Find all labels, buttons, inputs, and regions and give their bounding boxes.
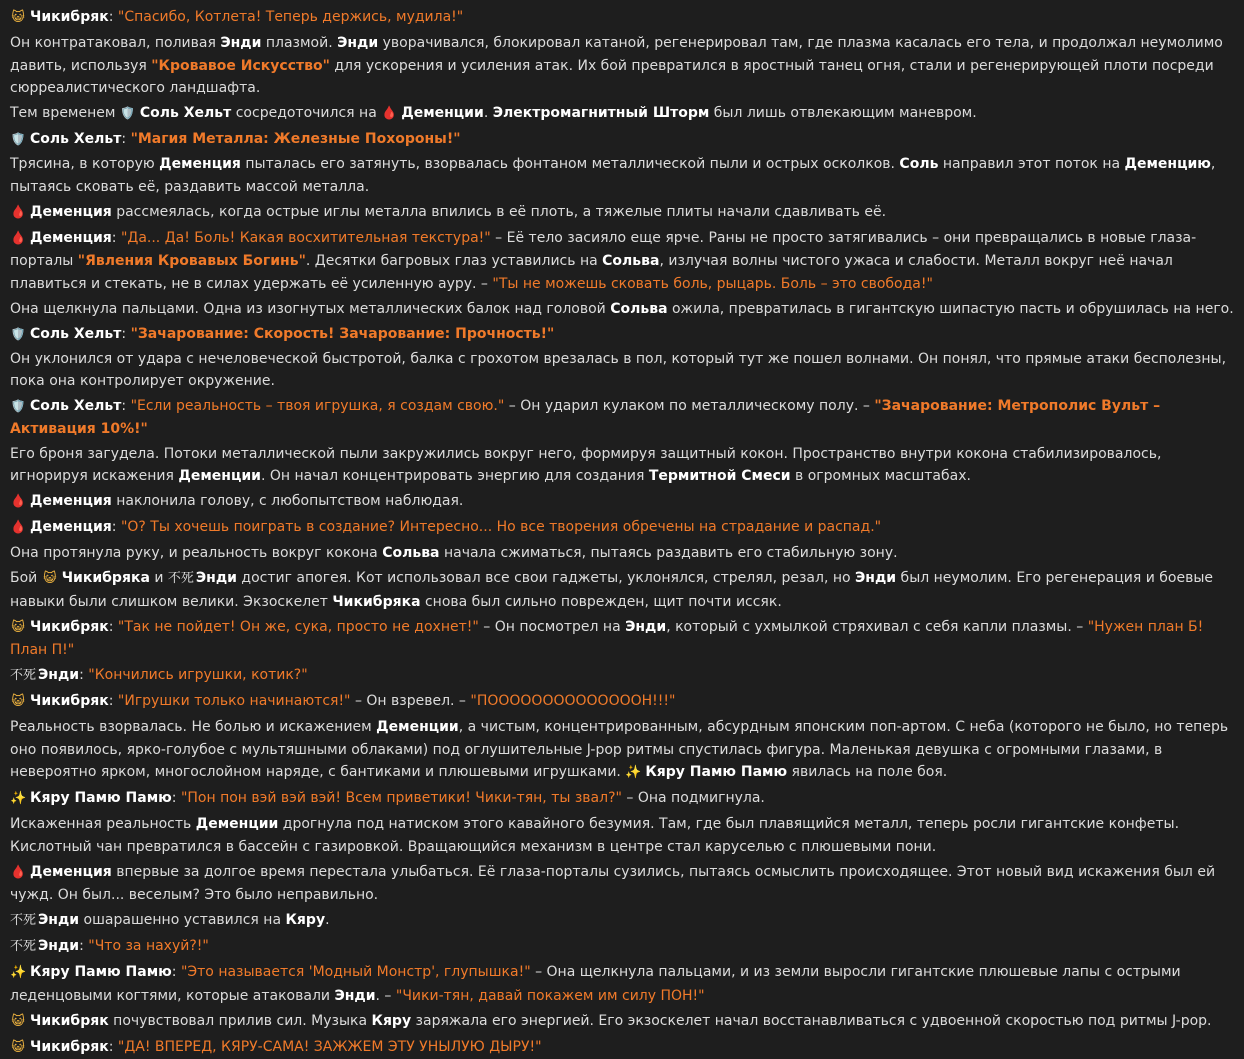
narration-text: . – [376, 988, 396, 1004]
chat-message [10, 1036, 1234, 1059]
chat-message [10, 298, 1234, 321]
narration-text: заряжала его энергией. Его экзоскелет начал восстанавливаться с удвоенной скоростью под ритмы J-pop. [411, 1013, 1211, 1029]
drop-icon: 🩸 [381, 103, 397, 126]
narration-text: – Её тело засияло еще ярче. Раны не просто затягивались – они превращались в новые глаза-порталы [10, 230, 1196, 270]
ability-name: "Явления Кровавых Богинь" [78, 253, 306, 269]
shield-icon: 🛡️ [10, 323, 26, 346]
chat-message [10, 348, 1234, 393]
narration-text: в огромных масштабах. [791, 468, 971, 484]
character-name: Деменция [30, 864, 112, 880]
dialogue-quote: "Это называется 'Модный Монстр', глупышка!" [181, 964, 531, 980]
chat-message [10, 201, 1234, 225]
character-name: Энди [196, 570, 237, 586]
dialogue-quote: "Что за нахуй?!" [88, 938, 209, 954]
chat-message [10, 102, 1234, 126]
narration-text: направил этот поток на [938, 156, 1124, 172]
narration-text: : [121, 326, 130, 342]
cat-icon: 😺 [10, 1011, 26, 1034]
character-name: Деменции [178, 468, 261, 484]
narration-text: начала сжиматься, пытаясь раздавить его стабильную зону. [440, 545, 898, 561]
narration-text: , который с ухмылкой стряхивал с себя капли плазмы. – [666, 619, 1088, 635]
narration-text: Он контратаковал, поливая [10, 35, 220, 51]
dialogue-quote: "Игрушки только начинаются!" [118, 693, 351, 709]
drop-icon: 🩸 [10, 491, 26, 514]
cat-icon: 😺 [10, 1037, 26, 1059]
cat-icon: 😺 [10, 691, 26, 714]
dialogue-quote: "Пон пон вэй вэй вэй! Всем приветики! Чики-тян, ты звал?" [181, 790, 622, 806]
character-name: Соль Хельт [30, 326, 121, 342]
chat-message [10, 227, 1234, 296]
narration-text: Она щелкнула пальцами. Одна из изогнутых металлических балок над головой [10, 301, 610, 317]
narration-text: плазмой. [261, 35, 337, 51]
character-name: Энди [334, 988, 375, 1004]
chat-message [10, 542, 1234, 565]
dialogue-quote: "ДА! ВПЕРЕД, КЯРУ-САМА! ЗАЖЖЕМ ЭТУ УНЫЛУЮ ДЫРУ!" [118, 1039, 542, 1055]
character-name: Термитной Смеси [649, 468, 791, 484]
narration-text: . [484, 105, 493, 121]
narration-text: : [79, 938, 88, 954]
sparkles-icon: ✨ [10, 788, 26, 811]
character-name: Чикибряка [62, 570, 150, 586]
chat-message [10, 443, 1234, 488]
character-name: Деменция [30, 493, 112, 509]
narration-text: : [121, 131, 130, 147]
narration-text: , излучая волны чистого ужаса и слабости. Металл вокруг неё начал плавиться и стекать, не в силах удержать её усиленную ауру. – [10, 253, 1173, 292]
narration-text: был неумолим. Его регенерация и боевые навыки были слишком велики. Экзоскелет [10, 570, 1213, 610]
narration-text: : [109, 693, 118, 709]
character-name: Энди [337, 35, 378, 51]
character-name: Чикибряк [30, 1039, 109, 1055]
narration-text: : [172, 790, 181, 806]
narration-text: , пытаясь сковать её, раздавить массой металла. [10, 156, 1215, 195]
chat-message [10, 32, 1234, 100]
cat-icon: 😺 [42, 568, 58, 591]
character-name: Кяру [285, 912, 325, 928]
narration-text: : [109, 9, 118, 25]
narration-text: Его броня загудела. Потоки металлической пыли закружились вокруг него, формируя защитный кокон. Пространство внутри кокона стабилизировалось, игнорируя искажения [10, 446, 1161, 485]
character-name: Кяру [372, 1013, 412, 1029]
character-name: Энди [38, 938, 79, 954]
chat-message [10, 153, 1234, 198]
narration-text: и [150, 570, 168, 586]
chat-message [10, 323, 1234, 346]
narration-text: . Он начал концентрировать энергию для создания [261, 468, 649, 484]
narration-text: Он уклонился от удара с нечеловеческой быстротой, балка с грохотом врезалась в пол, который тут же пошел волнами. Он понял, что прямые атаки бесполезны, пока она контролирует окружение. [10, 351, 1226, 390]
chat-message [10, 128, 1234, 151]
ability-name: "Зачарование: Метрополис Вульт – Активация 10%!" [10, 398, 1160, 437]
narration-text: , а чистым, концентрированным, абсурдным японским поп-артом. С неба (которого не было, но теперь оно появилось, ярко-голубое с мультяшными облаками) под оглушительные J-pop ритмы спустилась фигура. Маленькая девушка с огромными глазами, в невероятно ярком, многослойном наряде, с бантиками и плюшевыми игрушками. [10, 719, 1228, 780]
drop-icon: 🩸 [10, 862, 26, 885]
chat-message [10, 690, 1234, 714]
dialogue-quote: "Да... Да! Боль! Какая восхитительная текстура!" [121, 230, 491, 246]
chat-message [10, 909, 1234, 933]
character-name: Деменции [376, 719, 459, 735]
dialogue-quote: "О? Ты хочешь поиграть в создание? Интересно... Но все творения обречены на страдание и распад." [121, 519, 881, 535]
character-name: Энди [38, 912, 79, 928]
narration-text: : [172, 964, 181, 980]
dialogue-quote: "Спасибо, Котлета! Теперь держись, мудила!" [118, 9, 463, 25]
drop-icon: 🩸 [10, 517, 26, 540]
cat-icon: 😺 [10, 7, 26, 30]
narration-text: почувствовал прилив сил. Музыка [109, 1013, 372, 1029]
narration-text: : [79, 667, 88, 683]
character-name: Соль Хельт [140, 105, 231, 121]
narration-text: пыталась его затянуть, взорвалась фонтаном металлической пыли и острых осколков. [241, 156, 900, 172]
narration-text: Трясина, в которую [10, 156, 159, 172]
character-name: Энди [625, 619, 666, 635]
character-name: Деменцию [1125, 156, 1211, 172]
narration-text: сосредоточился на [231, 105, 381, 121]
character-name: Деменция [159, 156, 241, 172]
chat-message [10, 861, 1234, 907]
dialogue-quote: "Ты не можешь сковать боль, рыцарь. Боль – это свобода!" [492, 276, 933, 292]
chat-message [10, 567, 1234, 613]
ability-name: "Магия Металла: Железные Похороны!" [131, 131, 461, 147]
character-name: Деменция [30, 230, 112, 246]
narration-text: впервые за долгое время перестала улыбаться. Её глаза-порталы сузились, пытаясь осмыслить происходящее. Этот новый вид искажения был ей чужд. Он был... веселым? Это было неправильно. [10, 864, 1215, 904]
narration-text: ошарашенно уставился на [79, 912, 285, 928]
chat-message [10, 813, 1234, 858]
shield-icon: 🛡️ [10, 128, 26, 151]
narration-text: был лишь отвлекающим маневром. [709, 105, 976, 121]
character-name: Кяру Памю Памю [30, 790, 172, 806]
narration-text: Бой [10, 570, 42, 586]
dialogue-quote: "Если реальность – твоя игрушка, я создам свою." [131, 398, 505, 414]
shield-icon: 🛡️ [120, 102, 136, 125]
narration-text: наклонила голову, с любопытством наблюдая. [112, 493, 464, 509]
narration-text: Тем временем [10, 105, 120, 121]
kanji-tag: 不死 [10, 939, 36, 954]
character-name: Сольва [382, 545, 439, 561]
dialogue-quote: "ПООООООООООООООН!!!" [470, 693, 675, 709]
narration-text: – Он взревел. – [351, 693, 471, 709]
narration-text: Она протянула руку, и реальность вокруг кокона [10, 545, 382, 561]
narration-text: : [121, 398, 130, 414]
dialogue-quote: "Нужен план Б! План П!" [10, 619, 1203, 659]
chat-message [10, 616, 1234, 662]
character-name: Сольва [602, 253, 659, 269]
chat-message [10, 6, 1234, 30]
chat-message [10, 961, 1234, 1007]
narration-text: снова был сильно поврежден, щит почти иссяк. [421, 594, 782, 610]
character-name: Деменция [30, 204, 112, 220]
narration-text: – Он ударил кулаком по металлическому полу. – [504, 398, 874, 414]
character-name: Чикибряк [30, 693, 109, 709]
dialogue-quote: "Чики-тян, давай покажем им силу ПОН!" [396, 988, 705, 1004]
narration-text: для ускорения и усиления атак. Их бой превратился в яростный танец огня, стали и регенерирующей плоти посреди сюрреалистического ландшафта. [10, 58, 1214, 97]
chat-message [10, 664, 1234, 688]
narration-text: – Она щелкнула пальцами, и из земли выросли гигантские плюшевые лапы с острыми леденцовыми когтями, которые атаковали [10, 964, 1181, 1004]
narration-text: ожила, превратилась в гигантскую шипастую пасть и обрушилась на него. [668, 301, 1234, 317]
narration-text: . Десятки багровых глаз уставились на [306, 253, 602, 269]
narration-text: : [112, 230, 121, 246]
chat-message [10, 935, 1234, 959]
narration-text: : [112, 519, 121, 535]
character-name: Чикибряк [30, 9, 109, 25]
ability-name: "Кровавое Искусство" [151, 58, 330, 74]
narration-text: Реальность взорвалась. Не болью и искажением [10, 719, 376, 735]
kanji-tag: 不死 [168, 571, 194, 586]
cat-icon: 😺 [10, 617, 26, 640]
kanji-tag: 不死 [10, 913, 36, 928]
character-name: Соль Хельт [30, 131, 121, 147]
character-name: Кяру Памю Памю [645, 764, 787, 780]
character-name: Энди [855, 570, 896, 586]
character-name: Чикибряк [30, 619, 109, 635]
character-name: Сольва [610, 301, 667, 317]
narration-text: достиг апогея. Кот использовал все свои гаджеты, уклонялся, стрелял, резал, но [237, 570, 855, 586]
drop-icon: 🩸 [10, 202, 26, 225]
chat-message [10, 490, 1234, 514]
character-name: Деменция [30, 519, 112, 535]
character-name: Кяру Памю Памю [30, 964, 172, 980]
shield-icon: 🛡️ [10, 395, 26, 418]
chat-message [10, 1010, 1234, 1034]
sparkles-icon: ✨ [10, 962, 26, 985]
narration-text: : [109, 619, 118, 635]
narration-text: явилась на поле боя. [787, 764, 947, 780]
chat-message [10, 787, 1234, 811]
ability-name: "Зачарование: Скорость! Зачарование: Прочность!" [131, 326, 555, 342]
narration-text: – Она подмигнула. [622, 790, 765, 806]
narration-text: . [325, 912, 329, 928]
sparkles-icon: ✨ [625, 762, 641, 785]
character-name: Соль Хельт [30, 398, 121, 414]
character-name: Электромагнитный Шторм [493, 105, 710, 121]
dialogue-quote: "Кончились игрушки, котик?" [88, 667, 307, 683]
drop-icon: 🩸 [10, 228, 26, 251]
character-name: Чикибряка [332, 594, 420, 610]
chat-message [10, 516, 1234, 540]
narration-text: Искаженная реальность [10, 816, 196, 832]
narration-text: дрогнула под натиском этого кавайного безумия. Там, где был плавящийся металл, теперь росли гигантские конфеты. Кислотный чан превратился в бассейн с газировкой. Вращающийся механизм в центре стал каруселью с плюшевыми пони. [10, 816, 1179, 855]
character-name: Деменции [401, 105, 484, 121]
character-name: Энди [220, 35, 261, 51]
dialogue-quote: "Так не пойдет! Он же, сука, просто не дохнет!" [118, 619, 479, 635]
narration-text: : [109, 1039, 118, 1055]
narration-text: рассмеялась, когда острые иглы металла впились в её плоть, а тяжелые плиты начали сдавливать её. [112, 204, 886, 220]
character-name: Деменции [196, 816, 279, 832]
character-name: Энди [38, 667, 79, 683]
kanji-tag: 不死 [10, 668, 36, 683]
narration-text: уворачивался, блокировал катаной, регенерировал там, где плазма касалась его тела, и продолжал неумолимо давить, используя [10, 35, 1223, 74]
chat-message [10, 395, 1234, 440]
chat-message [10, 716, 1234, 785]
character-name: Чикибряк [30, 1013, 109, 1029]
character-name: Соль [899, 156, 938, 172]
narration-text: – Он посмотрел на [479, 619, 625, 635]
